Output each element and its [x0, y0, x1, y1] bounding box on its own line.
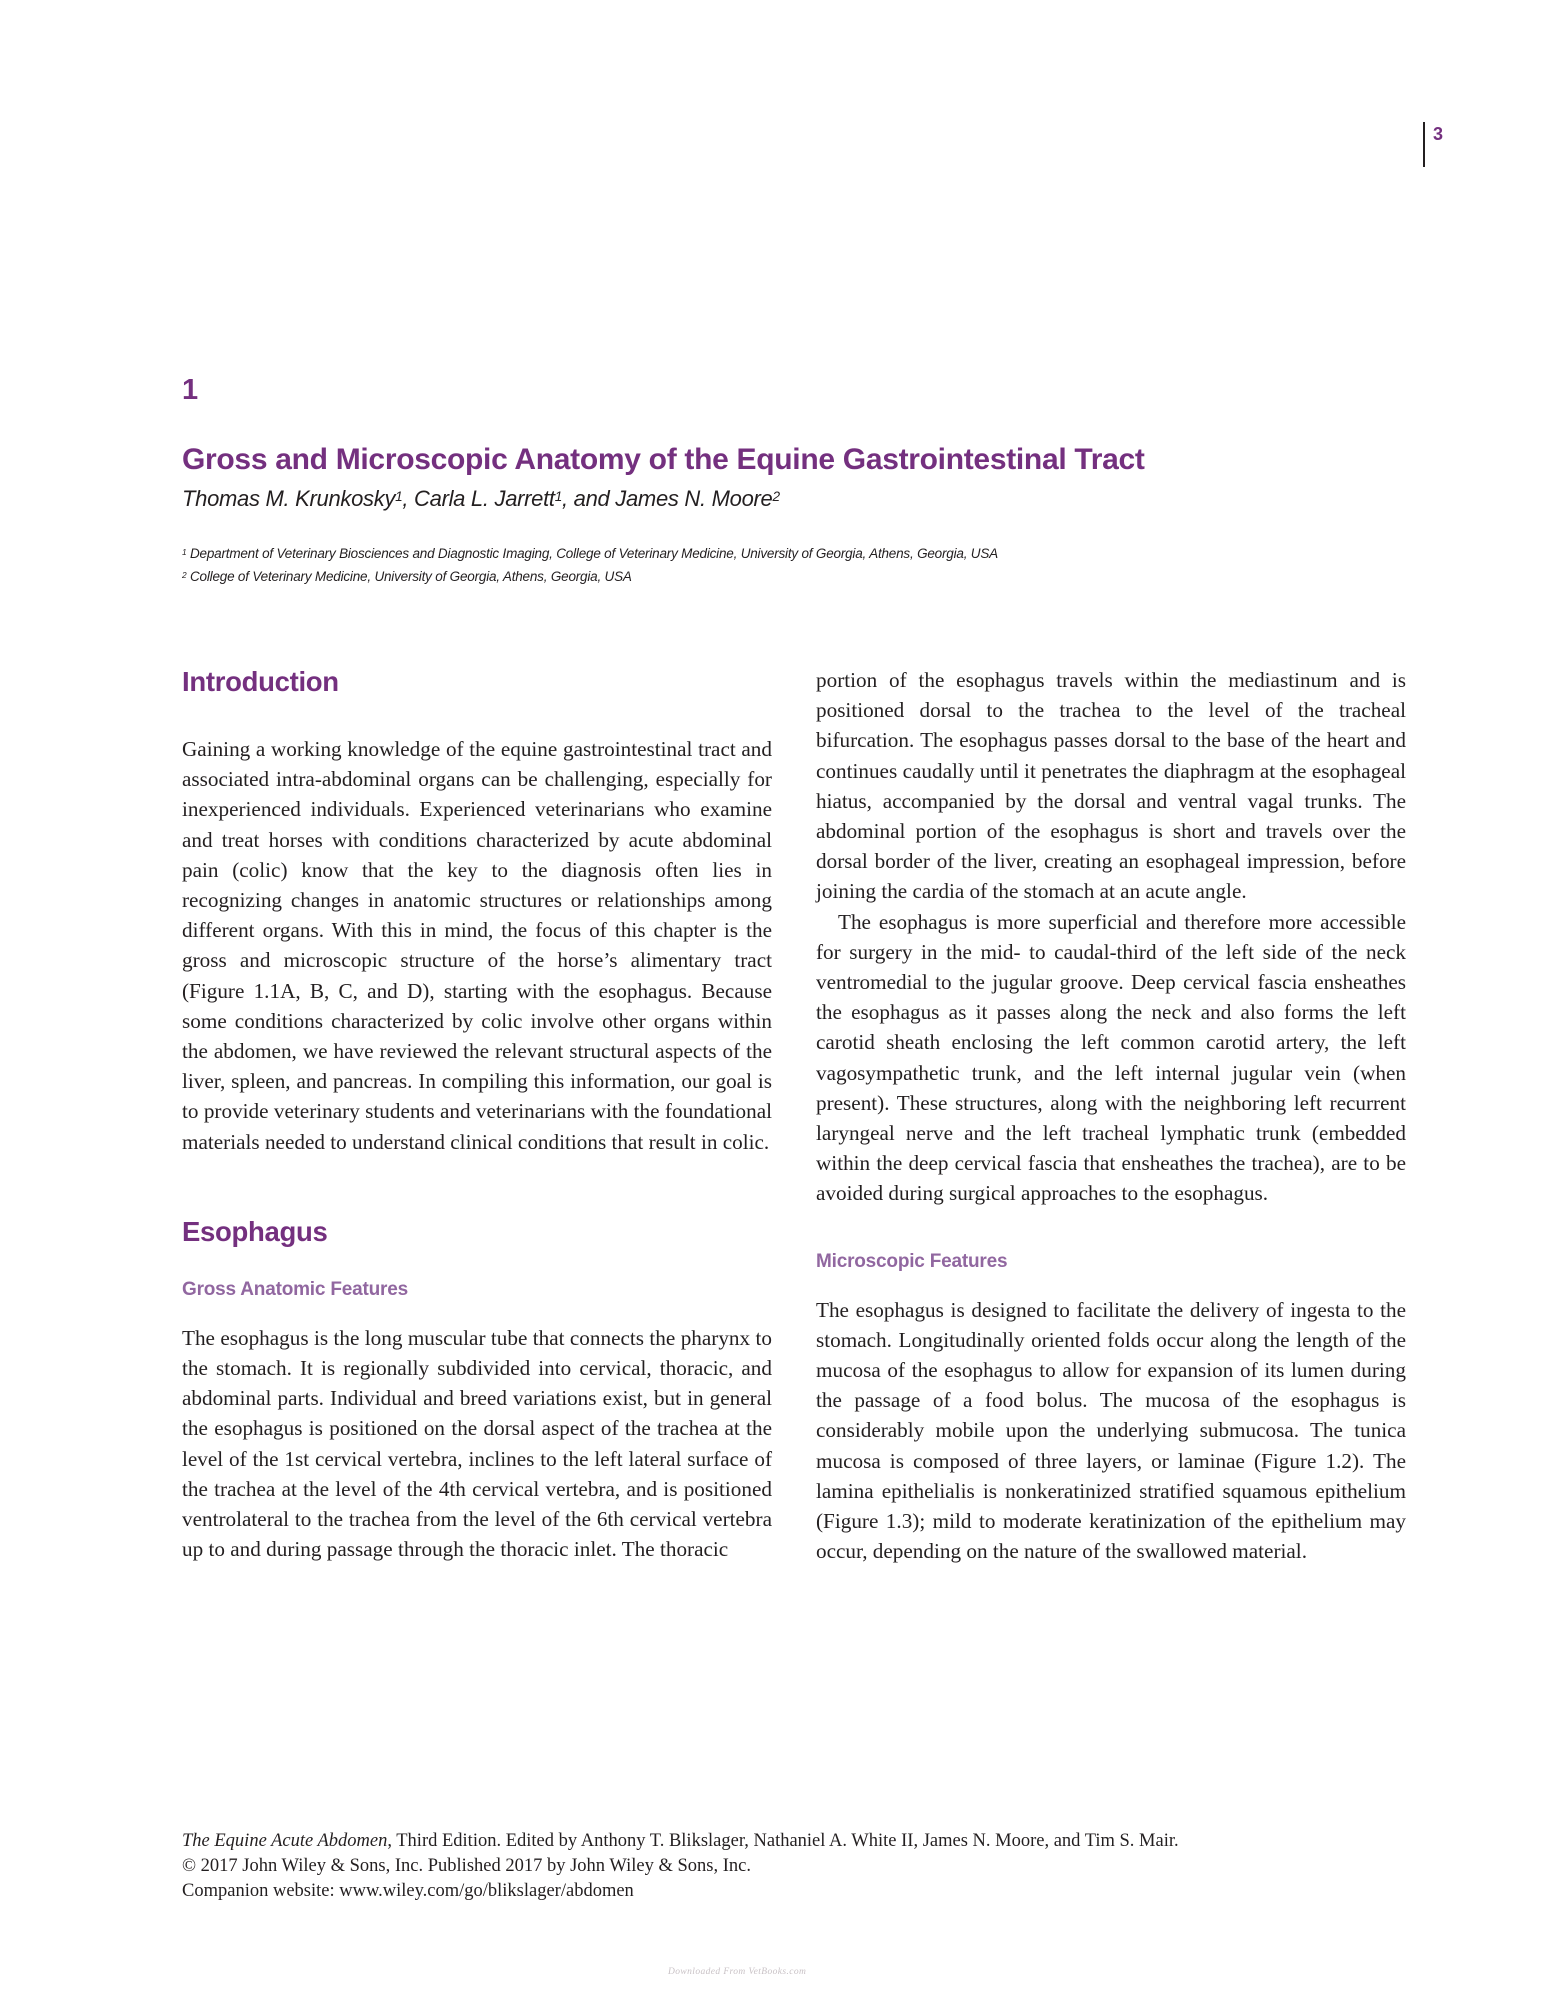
author-name: James N. Moore	[615, 486, 773, 511]
footer-citation-line	[182, 1829, 1422, 1854]
publication-footer	[182, 1829, 1422, 1904]
affiliation-text: College of Veterinary Medicine, University of Georgia, Athens, Georgia, USA	[186, 569, 632, 584]
copyright-line: © 2017 John Wiley & Sons, Inc. Published 2017 by John Wiley & Sons, Inc.	[182, 1856, 751, 1876]
author-separator: , and	[562, 486, 616, 511]
book-title: The Equine Acute Abdomen	[182, 1831, 388, 1851]
subsection-heading-microscopic-features: Microscopic Features	[816, 1250, 1008, 1272]
section-heading-esophagus: Esophagus	[182, 1215, 328, 1247]
page-marker-rule	[1423, 122, 1425, 167]
right-column	[816, 665, 1406, 1566]
download-watermark: Downloaded From VetBooks.com	[668, 1967, 807, 1977]
chapter-authors	[182, 486, 780, 512]
gross-anatomy-paragraph-2: The esophagus is more superficial and therefore more accessible for surgery in the mid- to caudal-third of the left side of the neck ventromedial to the jugular groove. Deep cervical fascia ensheathes the esophagus as it passes along the neck and also forms the left carotid sheath enclosing the left common carotid artery, the left vagosympathetic trunk, and the left internal jugular vein (when present). These structures, along with the neighboring left recurrent laryngeal nerve and the left tracheal lymphatic trunk (embedded within the deep cervical fascia that ensheathes the trachea), are to be avoided during surgical approaches to the esophagus.	[816, 909, 1406, 1206]
affiliation	[182, 546, 998, 561]
affiliation-text: Department of Veterinary Biosciences and Diagnostic Imaging, College of Veterinary Medicine, University of Georgia, Athens, Georgia, USA	[186, 546, 998, 561]
gross-anatomy-paragraph: The esophagus is the long muscular tube that connects the pharynx to the stomach. It is regionally subdivided into cervical, thoracic, and abdominal parts. Individual and breed variations exist, but in general the esophagus is positioned on the dorsal aspect of the trachea at the level of the 1st cervical vertebra, inclines to the left lateral surface of the trachea at the level of the 4th cervical vertebra, and is positioned ventrolateral to the trachea from the level of the 6th cervical vertebra up to and during passage through the thoracic inlet. The thoracic	[182, 1325, 772, 1562]
affiliation-mark: 2	[182, 570, 187, 581]
author-name: Carla L. Jarrett	[414, 486, 555, 511]
citation-details: , Third Edition. Edited by Anthony T. Blikslager, Nathaniel A. White II, James N. Moore, and Tim S. Mair.	[387, 1831, 1179, 1851]
subsection-heading-gross-anatomic-features: Gross Anatomic Features	[182, 1278, 408, 1300]
author-name: Thomas M. Krunkosky	[182, 486, 396, 511]
author-separator: ,	[402, 486, 415, 511]
companion-website-line: Companion website: www.wiley.com/go/blikslager/abdomen	[182, 1881, 634, 1901]
affiliation-mark: 1	[182, 547, 187, 558]
page-number: 3	[1433, 124, 1444, 144]
affiliation	[182, 569, 632, 584]
microscopic-features-paragraph: The esophagus is designed to facilitate the delivery of ingesta to the stomach. Longitudinally oriented folds occur along the length of the mucosa of the esophagus to allow for expansion of its lumen during the passage of a food bolus. The mucosa of the esophagus is considerably mobile upon the underlying submucosa. The tunica mucosa is composed of three layers, or laminae (Figure 1.2). The lamina epithelialis is nonkeratinized stratified squamous epithelium (Figure 1.3); mild to moderate keratinization of the epithelium may occur, depending on the nature of the swallowed material.	[816, 1297, 1406, 1564]
section-heading-introduction: Introduction	[182, 666, 339, 697]
gross-anatomy-paragraph-continued: portion of the esophagus travels within the mediastinum and is positioned dorsal to the trachea to the level of the tracheal bifurcation. The esophagus passes dorsal to the base of the heart and continues caudally until it penetrates the diaphragm at the esophageal hiatus, accompanied by the dorsal and ventral vagal trunks. The abdominal portion of the esophagus is short and travels over the dorsal border of the liver, creating an esophageal impression, before joining the cardia of the stomach at an acute angle.	[816, 668, 1406, 904]
chapter-title: Gross and Microscopic Anatomy of the Equine Gastrointestinal Tract	[182, 443, 1145, 476]
introduction-paragraph: Gaining a working knowledge of the equine gastrointestinal tract and associated intra-abdominal organs can be challenging, especially for inexperienced individuals. Experienced veterinarians who examine and treat horses with conditions characterized by acute abdominal pain (colic) know that the key to the diagnosis often lies in recognizing changes in anatomic structures or relationships among different organs. With this in mind, the focus of this chapter is the gross and microscopic structure of the horse’s alimentary tract (Figure 1.1A, B, C, and D), starting with the esophagus. Because some conditions characterized by colic involve other organs within the abdomen, we have reviewed the relevant structural aspects of the liver, spleen, and pancreas. In compiling this information, our goal is to provide veterinary students and veterinarians with the foundational materials needed to understand clinical conditions that result in colic.	[182, 737, 772, 1154]
left-column	[182, 666, 772, 1564]
author-affiliation-mark: 2	[772, 489, 780, 505]
author-affiliation-mark: 1	[395, 489, 403, 505]
author-affiliation-mark: 1	[554, 489, 563, 505]
chapter-number: 1	[182, 374, 199, 406]
